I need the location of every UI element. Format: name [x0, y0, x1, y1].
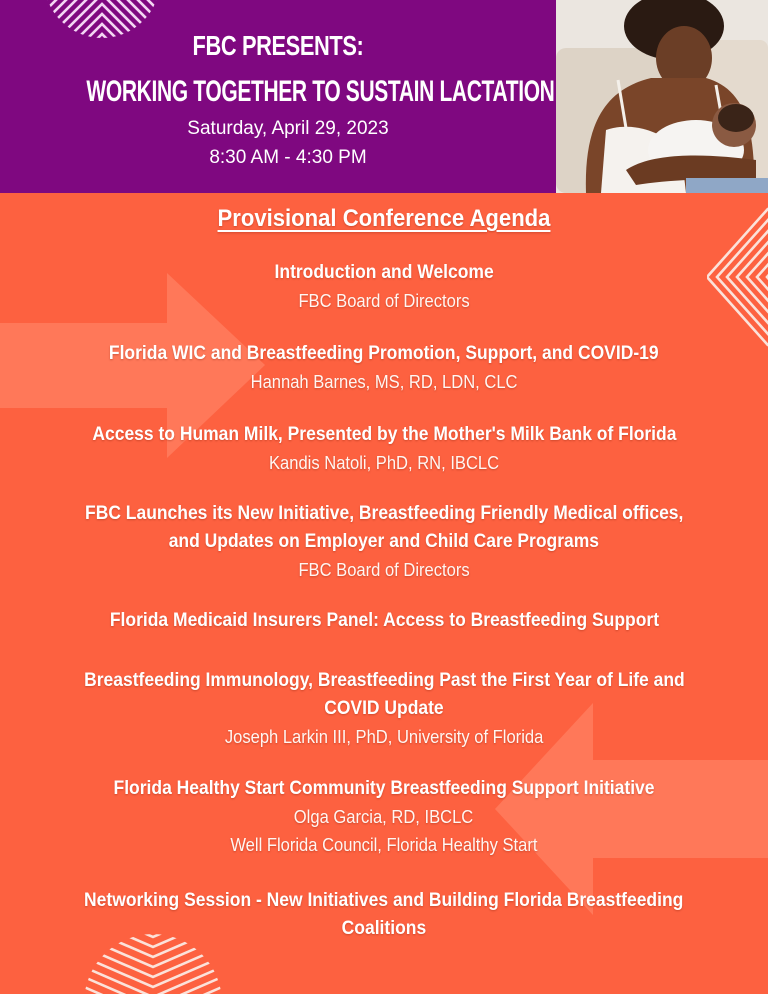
agenda-item [0, 667, 768, 751]
agenda-item-title: Networking Session - New Initiatives and Building Florida Breastfeeding [84, 890, 684, 911]
agenda-item-title: Breastfeeding Immunology, Breastfeeding Past the First Year of Life and [83, 670, 685, 691]
agenda-item-organization: Well Florida Council, Florida Healthy Start [230, 835, 538, 855]
agenda-item-presenter: FBC Board of Directors [298, 291, 470, 311]
agenda-item-presenter: FBC Board of Directors [298, 560, 470, 580]
presents-heading: FBC PRESENTS: [192, 30, 364, 61]
agenda-item-title: Introduction and Welcome [274, 262, 494, 283]
header-banner [0, 0, 556, 193]
agenda-item-title-line2: Coalitions [341, 918, 427, 939]
agenda-item-title: Florida WIC and Breastfeeding Promotion, Support, and COVID-19 [109, 343, 659, 364]
mother-breastfeeding-photo [556, 0, 768, 193]
agenda-item-title: Florida Medicaid Insurers Panel: Access to Breastfeeding Support [109, 610, 659, 631]
event-time: 8:30 AM - 4:30 PM [209, 147, 367, 168]
agenda-item [0, 259, 768, 315]
agenda-item-presenter: Hannah Barnes, MS, RD, LDN, CLC [250, 372, 518, 392]
agenda-item-title: FBC Launches its New Initiative, Breastfeeding Friendly Medical offices, [84, 503, 684, 524]
agenda-item-title: Florida Healthy Start Community Breastfeeding Support Initiative [113, 778, 655, 799]
agenda-item [0, 607, 768, 635]
agenda-item [0, 775, 768, 859]
agenda-item-title: Access to Human Milk, Presented by the Mother's Milk Bank of Florida [91, 424, 677, 445]
agenda-item-title-line2: COVID Update [324, 698, 444, 719]
agenda-item [0, 887, 768, 943]
agenda-item-presenter: Joseph Larkin III, PhD, University of Florida [224, 727, 544, 747]
agenda-item [0, 500, 768, 584]
agenda-item [0, 421, 768, 477]
event-title: WORKING TOGETHER TO SUSTAIN LACTATION [86, 75, 555, 108]
agenda-item-title-line2: and Updates on Employer and Child Care Programs [168, 531, 600, 552]
event-date: Saturday, April 29, 2023 [187, 118, 389, 139]
agenda-item-presenter: Kandis Natoli, PhD, RN, IBCLC [268, 453, 500, 473]
agenda-title: Provisional Conference Agenda [217, 205, 551, 232]
agenda-item-presenter: Olga Garcia, RD, IBCLC [294, 807, 474, 827]
photo-illustration-icon [556, 0, 768, 193]
agenda-section [0, 193, 768, 994]
agenda-item [0, 340, 768, 396]
